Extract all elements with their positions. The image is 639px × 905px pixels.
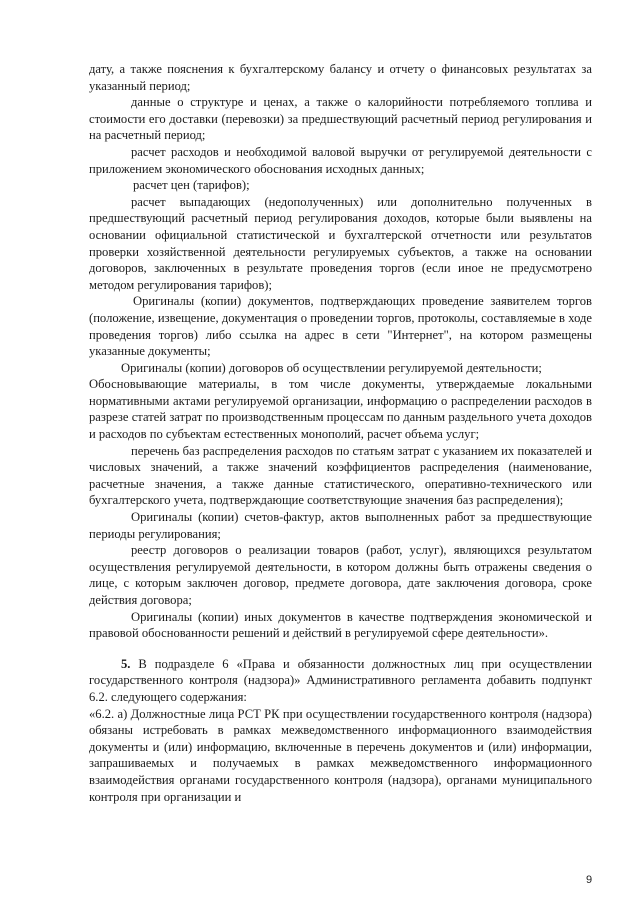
paragraph: Оригиналы (копии) договоров об осуществлении регулируемой деятельности; (121, 360, 542, 375)
paragraph: Оригиналы (копии) документов, подтверждающих проведение заявителем торгов (положение, извещение, документация о проведении торгов, протоколы, составляемые в ходе проведения торгов) либо ссылка на адрес в сети "Интернет", на котором размещены указанные документы; (89, 294, 592, 359)
paragraph-gap (89, 642, 592, 656)
amendment-item (89, 656, 592, 706)
item-number: 5. (121, 656, 131, 671)
paragraph: реестр договоров о реализации товаров (работ, услуг), являющихся результатом осуществления регулируемой деятельности, в котором должны быть отражены сведения о лице, с которым заключен договор, предмете договора, дате заключения договора, сроке действия договора; (89, 543, 592, 607)
paragraph: Обосновывающие материалы, в том числе документы, утверждаемые локальными нормативными актами регулируемой организации, информацию о распределении расходов в разрезе статей затрат по производственным процессам по данным раздельного учета доходов и расходов по субъектам естественных монополий, расчет объема услуг; (89, 377, 592, 442)
quoted-subclause: «6.2. а) Должностные лица РСТ РК при осуществлении государственного контроля (надзора) обязаны истребовать в рамках межведомственного информационного взаимодействия документы и (или) информацию, включенные в перечень документов и (или) информации, запрашиваемых и получаемых в рамках межведомственного информационного взаимодействия органами государственного контроля (надзора), органами муниципального контроля при организации и (89, 706, 592, 804)
paragraph: данные о структуре и ценах, а также о калорийности потребляемого топлива и стоимости его доставки (перевозки) за предшествующий расчетный период регулирования и на расчетный период; (89, 95, 592, 143)
item-text: В подразделе 6 «Права и обязанности должностных лиц при осуществлении государственного контроля (надзора)» Административного регламента добавить подпункт 6.2. следующего содержания: (89, 656, 592, 704)
paragraph: дату, а также пояснения к бухгалтерскому балансу и отчету о финансовых результатах за указанный период; (89, 62, 592, 93)
paragraph: расчет расходов и необходимой валовой выручки от регулируемой деятельности с приложением экономического обоснования исходных данных; (89, 144, 592, 176)
paragraph: Оригиналы (копии) счетов-фактур, актов выполненных работ за предшествующие периоды регулирования; (89, 510, 592, 541)
paragraph: перечень баз распределения расходов по статьям затрат с указанием их показателей и числовых значений, а также значений коэффициентов распределения (наименование, расчетные значения, а также данные статистического, оперативно-технического или бухгалтерского учета, подтверждающие соответствующие значения баз распределения); (89, 443, 592, 508)
page-number: 9 (586, 874, 593, 886)
paragraph: Оригиналы (копии) иных документов в качестве подтверждения экономической и правовой обоснованности решений и действий в регулируемой сфере деятельности». (89, 609, 592, 641)
paragraph: расчет цен (тарифов); (133, 178, 250, 193)
document-body (89, 61, 592, 805)
paragraph: расчет выпадающих (недополученных) или дополнительно полученных в предшествующий расчетный период регулирования доходов, которые были выявлены на основании официальной статистической и бухгалтерской отчетности или результатов проверки хозяйственной деятельности регулируемых субъектов, а также на основании договоров, заключенных в результате проведения торгов (если иное не предусмотрено методом регулирования тарифов); (89, 194, 592, 292)
